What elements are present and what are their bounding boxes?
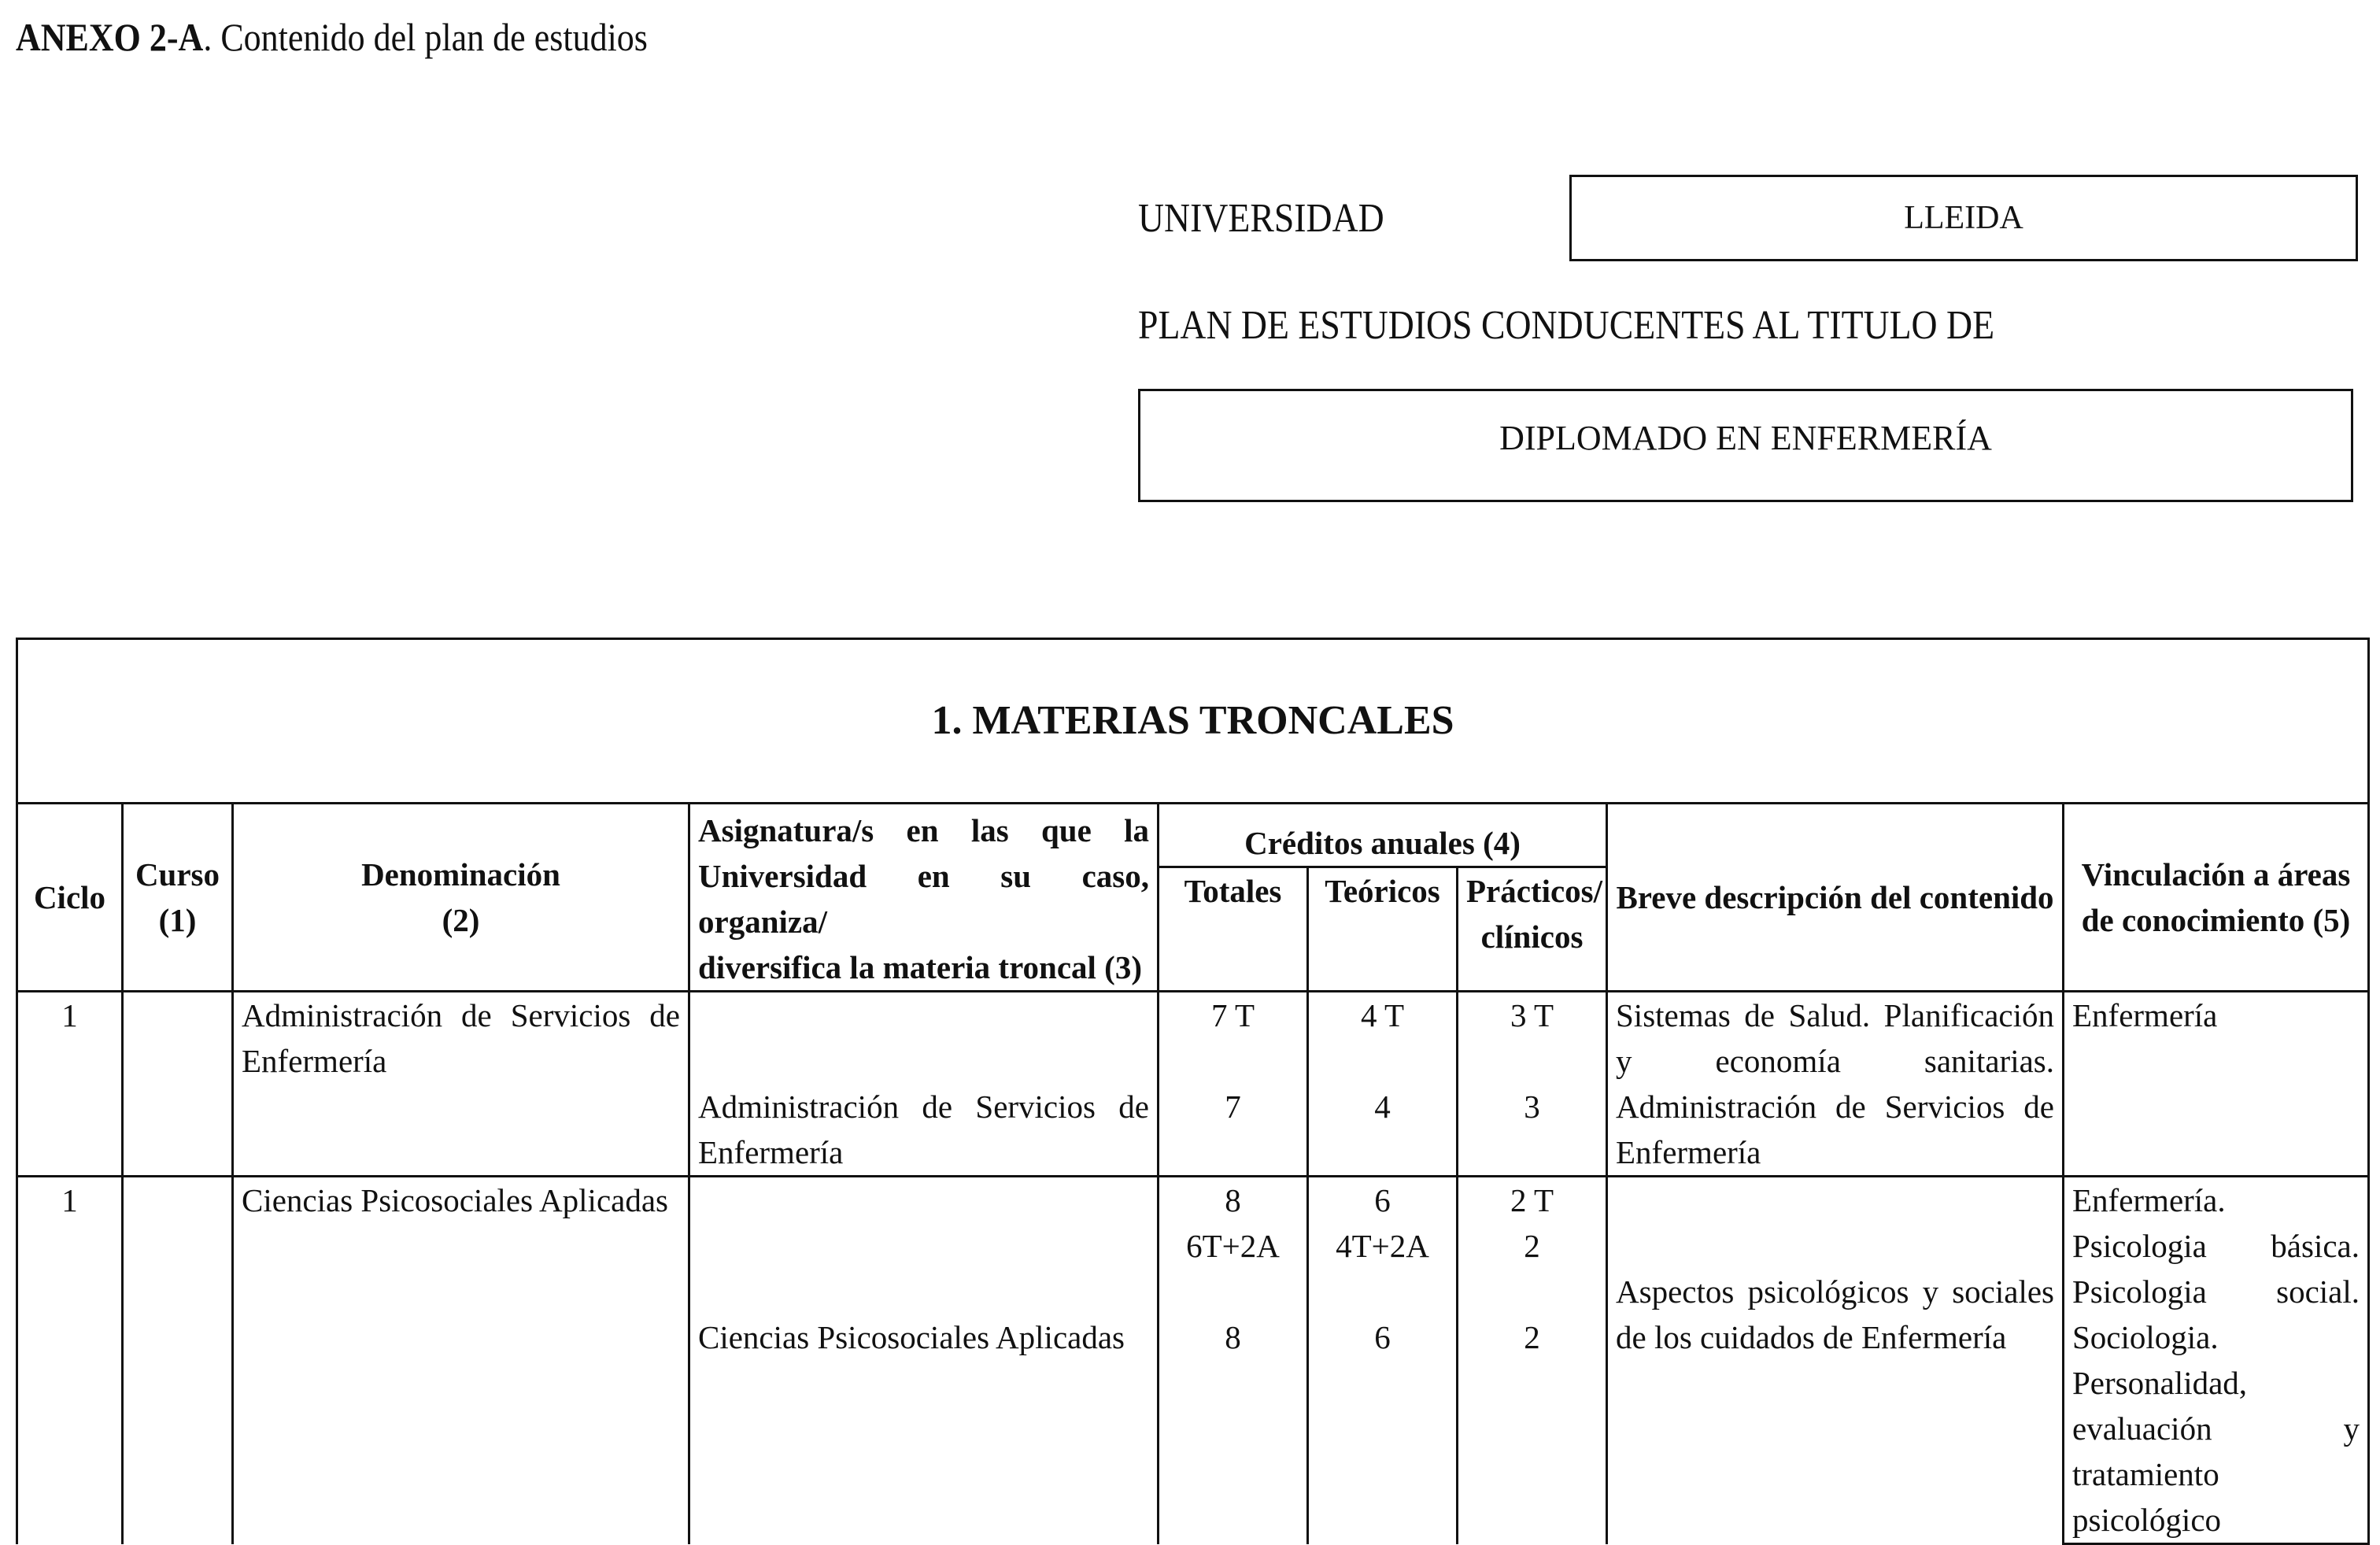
- university-value: LLEIDA: [1904, 200, 2023, 236]
- row-descripcion: Sistemas de Salud. Planificación y economía sanitarias. Administración de Servicios de Enfermería: [1607, 992, 2064, 1177]
- col-denominacion: [233, 804, 689, 992]
- row-totales-value: 7: [1225, 1089, 1241, 1125]
- section-title: 1. MATERIAS TRONCALES: [17, 639, 2369, 804]
- row-totales-value: 8: [1225, 1182, 1241, 1218]
- col-denominacion-note: (2): [442, 902, 480, 938]
- annex-subtitle: . Contenido del plan de estudios: [203, 15, 648, 59]
- row-totales-value: 8: [1225, 1319, 1241, 1355]
- row-asignatura-cell: [689, 1177, 1159, 1544]
- col-totales: Totales: [1159, 867, 1308, 991]
- col-ciclo: Ciclo: [17, 804, 123, 992]
- annex-heading: [16, 14, 648, 60]
- row-ciclo: 1: [17, 1177, 123, 1544]
- row-teoricos-value: 4 T: [1360, 997, 1405, 1033]
- col-asignatura-line1: Asignatura/s en las que la: [698, 812, 1149, 848]
- row-denominacion: Ciencias Psicosociales Aplicadas: [233, 1177, 689, 1544]
- col-curso-label: Curso: [135, 856, 220, 893]
- plan-label: PLAN DE ESTUDIOS CONDUCENTES AL TITULO DE: [1138, 303, 1995, 348]
- row-curso: [123, 992, 233, 1177]
- row-descripcion-cell: [1607, 1177, 2064, 1544]
- annex-number: ANEXO 2-A: [16, 15, 204, 59]
- row-teoricos: [1308, 992, 1458, 1177]
- row-practicos-value: 2: [1524, 1228, 1540, 1264]
- row-teoricos-value: 4: [1374, 1089, 1391, 1125]
- col-asignatura: [689, 804, 1159, 992]
- col-asignatura-line3: diversifica la materia troncal (3): [698, 949, 1142, 985]
- row-denominacion: Administración de Servicios de Enfermería: [233, 992, 689, 1177]
- row-teoricos-value: 4T+2A: [1336, 1228, 1429, 1264]
- row-practicos: [1458, 992, 1607, 1177]
- table-row: [17, 1177, 2369, 1544]
- degree-title-box: [1138, 389, 2353, 502]
- col-vinculacion: Vinculación a áreas de conocimiento (5): [2064, 804, 2369, 992]
- degree-title: DIPLOMADO EN ENFERMERÍA: [1499, 419, 1992, 457]
- col-practicos: Prácticos/ clínicos: [1458, 867, 1607, 991]
- col-denominacion-label: Denominación: [361, 856, 560, 893]
- col-creditos: Créditos anuales (4): [1159, 804, 1607, 867]
- col-curso: [123, 804, 233, 992]
- row-practicos-value: 2 T: [1510, 1182, 1554, 1218]
- university-label: UNIVERSIDAD: [1138, 196, 1384, 241]
- row-teoricos-value: 6: [1374, 1319, 1391, 1355]
- row-practicos-value: 3 T: [1510, 997, 1554, 1033]
- row-vinculacion: Enfermería: [2064, 992, 2369, 1177]
- university-value-box: [1569, 175, 2358, 261]
- row-descripcion: Aspectos psicológicos y sociales de los cuidados de Enfermería: [1616, 1273, 2054, 1355]
- row-vinculacion: Enfermería. Psicologia básica. Psicologia social. Sociologia. Personalidad, evaluación y tratamiento psicológico: [2064, 1177, 2369, 1544]
- col-breve: Breve descripción del contenido: [1607, 804, 2064, 992]
- table-row: [17, 992, 2369, 1177]
- row-asignatura: Administración de Servicios de Enfermería: [698, 1089, 1149, 1170]
- row-totales-value: 6T+2A: [1186, 1228, 1280, 1264]
- row-curso: [123, 1177, 233, 1544]
- row-practicos: [1458, 1177, 1607, 1544]
- col-curso-note: (1): [158, 902, 197, 938]
- row-asignatura: Ciencias Psicosociales Aplicadas: [698, 1319, 1125, 1355]
- row-totales-value: 7 T: [1210, 997, 1255, 1033]
- curriculum-table: [16, 638, 2370, 1545]
- col-teoricos: Teóricos: [1308, 867, 1458, 991]
- row-asignatura-cell: [689, 992, 1159, 1177]
- row-practicos-value: 3: [1524, 1089, 1540, 1125]
- row-teoricos: [1308, 1177, 1458, 1544]
- row-practicos-value: 2: [1524, 1319, 1540, 1355]
- row-ciclo: 1: [17, 992, 123, 1177]
- row-teoricos-value: 6: [1374, 1182, 1391, 1218]
- col-asignatura-line2: Universidad en su caso, organiza/: [698, 858, 1149, 940]
- row-totales: [1159, 992, 1308, 1177]
- curriculum-table-wrapper: [16, 638, 2367, 1545]
- row-totales: [1159, 1177, 1308, 1544]
